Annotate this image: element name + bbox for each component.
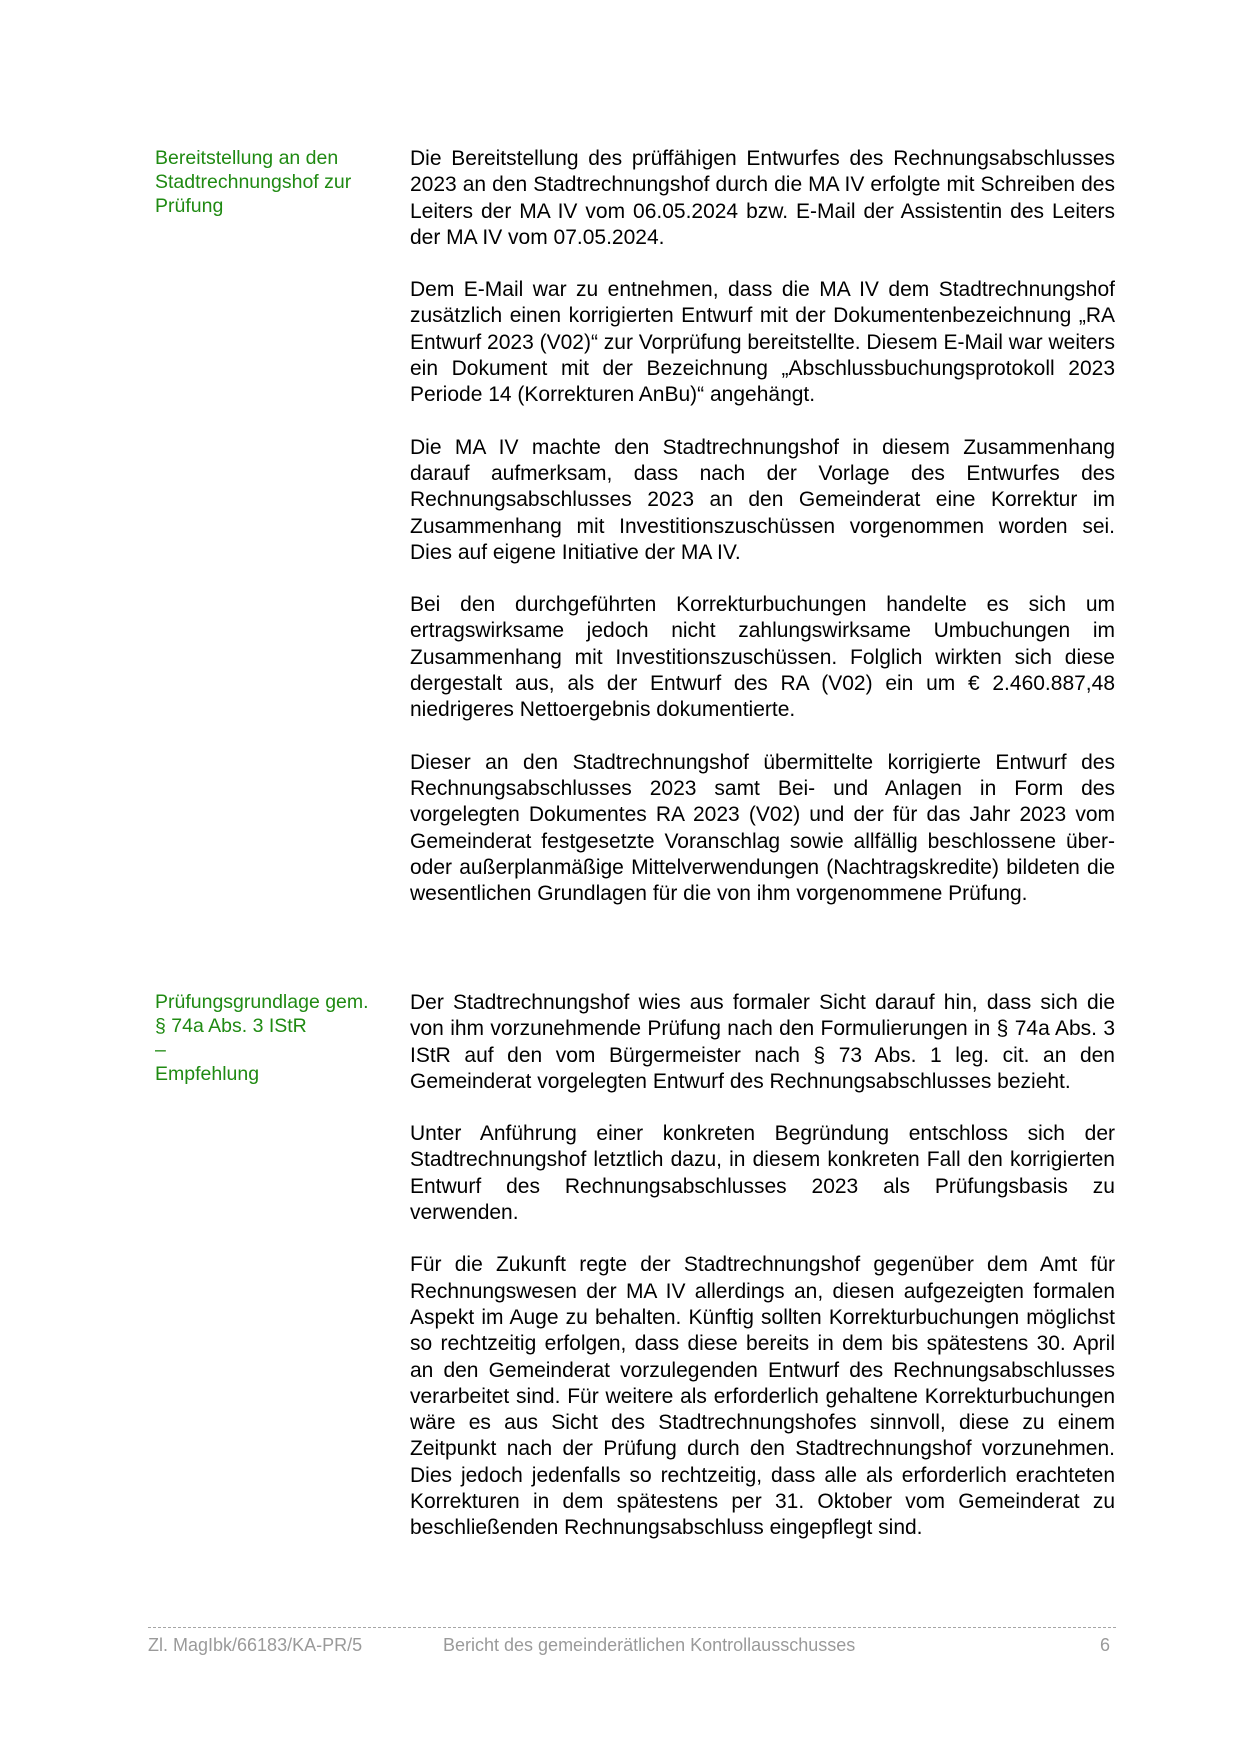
paragraph: Dem E-Mail war zu entnehmen, dass die MA IV dem Stadtrechnungshof zusätzlich einen korrigierten Entwurf mit der Dokumentenbezeichnung „RA Entwurf 2023 (V02)“ zur Vorprüfung bereitstellte. Diesem E-Mail war weiters ein Dokument mit der Bezeichnung „Abschlussbuchungsprotokoll 2023 Periode 14 (Korrekturen AnBu)“ angehängt. xyxy=(410,278,1115,407)
side-heading-line: Bereitstellung an den xyxy=(155,147,339,169)
footer-reference: Zl. MagIbk/66183/KA-PR/5 xyxy=(148,1635,363,1655)
side-heading-line: Stadtrechnungshof zur xyxy=(155,171,352,193)
paragraph: Die MA IV machte den Stadtrechnungshof in diesem Zusammenhang darauf aufmerksam, dass nach der Vorlage des Entwurfes des Rechnungsabschlusses 2023 an den Gemeinderat eine Korrektur im Zusammenhang mit Investitionszuschüssen vorgenommen worden sei. Dies auf eigene Initiative der MA IV. xyxy=(410,435,1115,564)
side-heading-line: – xyxy=(155,1039,166,1061)
side-heading-line: Empfehlung xyxy=(155,1063,260,1085)
paragraph: Die Bereitstellung des prüffähigen Entwurfes des Rechnungsabschlusses 2023 an den Stadtrechnungshof durch die MA IV erfolgte mit Schreiben des Leiters der MA IV vom 06.05.2024 bzw. E-Mail der Assistentin des Leiters der MA IV vom 07.05.2024. xyxy=(410,147,1115,249)
side-heading-line: Prüfungsgrundlage gem. xyxy=(155,991,369,1013)
paragraph: Dieser an den Stadtrechnungshof übermittelte korrigierte Entwurf des Rechnungsabschlusses 2023 samt Bei- und Anlagen in Form des vorgelegten Dokumentes RA 2023 (V02) und der für das Jahr 2023 vom Gemeinderat festgesetzte Voranschlag sowie allfällig beschlossene über- oder außerplanmäßige Mittelverwendungen (Nachtragskredite) bildeten die wesentlichen Grundlagen für die von ihm vorgenommene Prüfung. xyxy=(410,750,1115,906)
paragraph: Für die Zukunft regte der Stadtrechnungshof gegenüber dem Amt für Rechnungswesen der MA IV allerdings an, diesen aufgezeigten formalen Aspekt im Auge zu behalten. Künftig sollten Korrekturbuchungen möglichst so rechtzeitig erfolgen, dass diese bereits in dem bis spätestens 30. April an den Gemeinderat vorzulegenden Entwurf des Rechnungsabschlusses verarbeitet sind. Für weitere als erforderlich gehaltene Korrekturbuchungen wäre es aus Sicht des Stadtrechnungshofes sinnvoll, diese zu einem Zeitpunkt nach der Prüfung durch den Stadtrechnungshof vorzunehmen. Dies jedoch jedenfalls so rechtzeitig, dass alle als erforderlich erachteten Korrekturen in dem spätestens per 31. Oktober vom Gemeinderat zu beschließenden Rechnungsabschluss eingepflegt sind. xyxy=(410,1253,1115,1540)
body-text xyxy=(410,146,1115,933)
paragraph: Bei den durchgeführten Korrekturbuchungen handelte es sich um ertragswirksame jedoch nicht zahlungswirksame Umbuchungen im Zusammenhang mit Investitionszuschüssen. Folglich wirkten sich diese dergestalt aus, als der Entwurf des RA (V02) ein um € 2.460.887,48 niedrigeres Nettoergebnis dokumentierte. xyxy=(410,593,1115,722)
side-heading xyxy=(155,146,385,218)
paragraph: Unter Anführung einer konkreten Begründung entschloss sich der Stadtrechnungshof letztlich dazu, in diesem konkreten Fall den korrigierten Entwurf des Rechnungsabschlusses 2023 als Prüfungsbasis zu verwenden. xyxy=(410,1122,1115,1225)
side-heading-line: § 74a Abs. 3 IStR xyxy=(155,1015,307,1037)
paragraph: Der Stadtrechnungshof wies aus formaler Sicht darauf hin, dass sich die von ihm vorzunehmende Prüfung nach den Formulierungen in § 74a Abs. 3 IStR auf den vom Bürgermeister nach § 73 Abs. 1 leg. cit. an den Gemeinderat vorgelegten Entwurf des Rechnungsabschlusses bezieht. xyxy=(410,991,1115,1093)
side-heading-line: Prüfung xyxy=(155,195,224,217)
page-number: 6 xyxy=(1100,1635,1111,1655)
body-text xyxy=(410,990,1115,1568)
side-heading xyxy=(155,990,385,1086)
footer-title: Bericht des gemeinderätlichen Kontrollausschusses xyxy=(443,1635,856,1655)
footer-divider xyxy=(148,1627,1116,1628)
